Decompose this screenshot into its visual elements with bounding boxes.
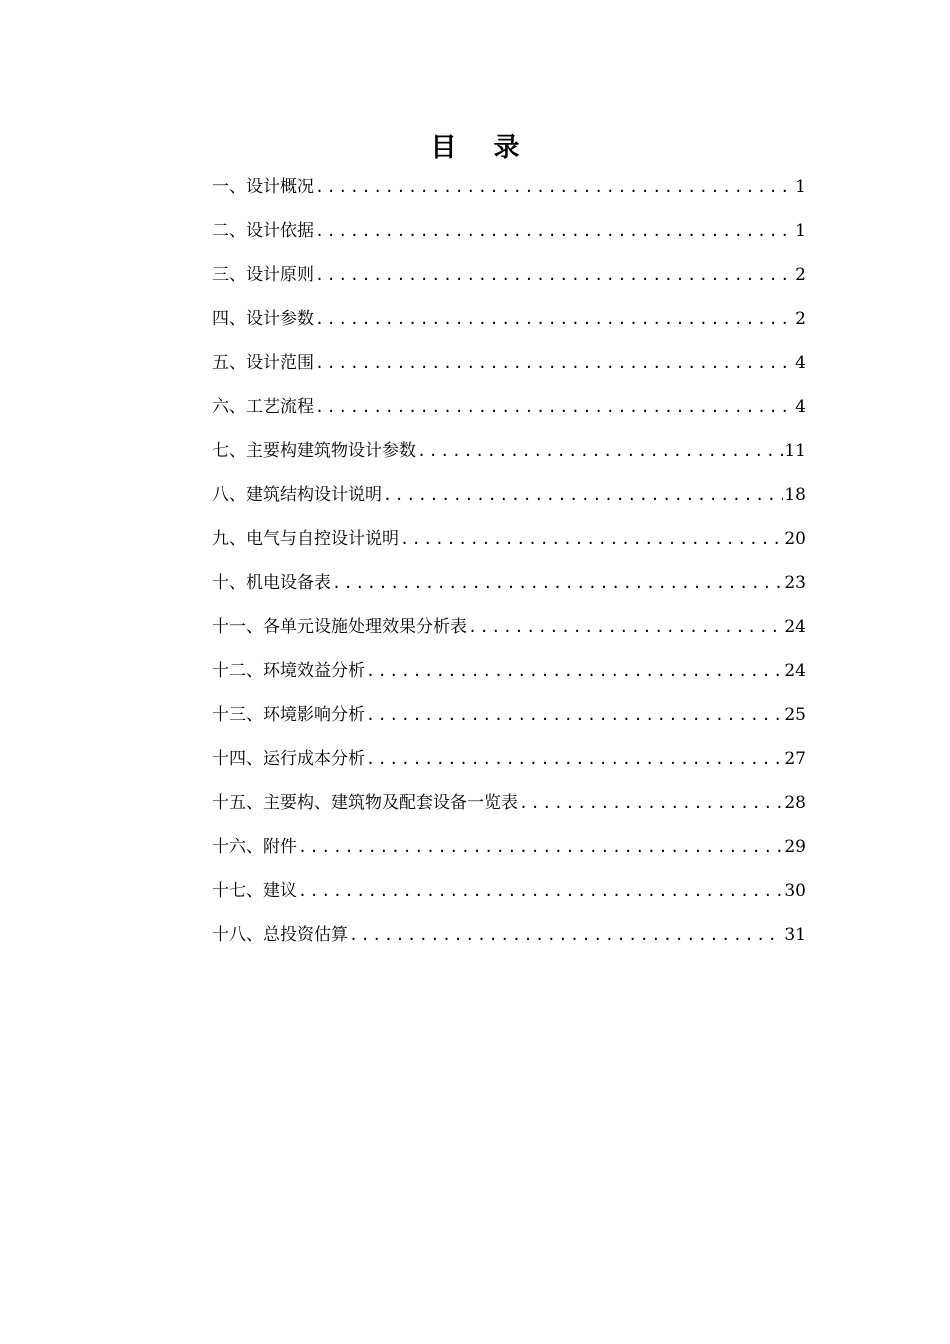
toc-entry[interactable] <box>212 566 806 610</box>
toc-leader-dots <box>383 478 783 512</box>
toc-entry-label: 十四、运行成本分析 <box>212 749 365 769</box>
toc-leader-dots <box>315 346 794 380</box>
toc-leader-dots <box>315 390 794 424</box>
toc-entry-label: 十五、主要构、建筑物及配套设备一览表 <box>212 793 518 813</box>
toc-entry-page: 23 <box>784 573 806 593</box>
toc-entry-page: 11 <box>784 441 806 461</box>
toc-entry-label: 六、工艺流程 <box>212 397 314 417</box>
toc-entry[interactable] <box>212 610 806 654</box>
toc-list <box>212 170 806 962</box>
toc-entry-page: 2 <box>795 309 806 329</box>
toc-entry[interactable] <box>212 522 806 566</box>
toc-title: 目 录 <box>430 133 534 163</box>
toc-entry[interactable] <box>212 478 806 522</box>
toc-leader-dots <box>519 786 783 820</box>
toc-entry-label: 十六、附件 <box>212 837 297 857</box>
toc-entry[interactable] <box>212 434 806 478</box>
toc-entry-label: 十三、环境影响分析 <box>212 705 365 725</box>
toc-entry-page: 24 <box>784 617 806 637</box>
toc-entry[interactable] <box>212 346 806 390</box>
toc-entry[interactable] <box>212 830 806 874</box>
toc-entry-label: 二、设计依据 <box>212 221 314 241</box>
toc-entry-page: 4 <box>795 353 806 373</box>
toc-entry-page: 31 <box>784 925 806 945</box>
toc-entry[interactable] <box>212 918 806 962</box>
toc-entry-page: 25 <box>784 705 806 725</box>
toc-entry-label: 四、设计参数 <box>212 309 314 329</box>
toc-entry-label: 十一、各单元设施处理效果分析表 <box>212 617 467 637</box>
toc-entry-page: 4 <box>795 397 806 417</box>
toc-entry-page: 29 <box>784 837 806 857</box>
toc-entry-label: 五、设计范围 <box>212 353 314 373</box>
toc-entry[interactable] <box>212 698 806 742</box>
toc-leader-dots <box>468 610 783 644</box>
toc-entry[interactable] <box>212 214 806 258</box>
toc-entry-label: 十二、环境效益分析 <box>212 661 365 681</box>
toc-entry-label: 七、主要构建筑物设计参数 <box>212 441 416 461</box>
toc-entry-label: 十七、建议 <box>212 881 297 901</box>
toc-entry-page: 24 <box>784 661 806 681</box>
toc-leader-dots <box>417 434 783 468</box>
toc-entry[interactable] <box>212 654 806 698</box>
toc-leader-dots <box>349 918 783 952</box>
toc-leader-dots <box>315 258 794 292</box>
toc-entry[interactable] <box>212 302 806 346</box>
toc-entry-page: 18 <box>784 485 806 505</box>
toc-entry-page: 2 <box>795 265 806 285</box>
toc-entry-page: 27 <box>784 749 806 769</box>
toc-entry-label: 一、设计概况 <box>212 177 314 197</box>
toc-entry[interactable] <box>212 742 806 786</box>
toc-leader-dots <box>298 830 783 864</box>
toc-entry-label: 三、设计原则 <box>212 265 314 285</box>
toc-leader-dots <box>315 170 794 204</box>
toc-entry[interactable] <box>212 390 806 434</box>
toc-entry-page: 1 <box>795 177 806 197</box>
toc-leader-dots <box>366 654 783 688</box>
toc-leader-dots <box>315 214 794 248</box>
toc-leader-dots <box>332 566 783 600</box>
toc-leader-dots <box>315 302 794 336</box>
toc-entry-page: 1 <box>795 221 806 241</box>
toc-entry[interactable] <box>212 170 806 214</box>
toc-leader-dots <box>366 698 783 732</box>
toc-entry-label: 八、建筑结构设计说明 <box>212 485 382 505</box>
toc-entry-label: 十、机电设备表 <box>212 573 331 593</box>
toc-entry[interactable] <box>212 258 806 302</box>
toc-entry-page: 28 <box>784 793 806 813</box>
toc-leader-dots <box>366 742 783 776</box>
toc-leader-dots <box>298 874 783 908</box>
toc-entry-page: 30 <box>784 881 806 901</box>
toc-entry-page: 20 <box>784 529 806 549</box>
toc-entry[interactable] <box>212 874 806 918</box>
toc-entry[interactable] <box>212 786 806 830</box>
toc-entry-label: 十八、总投资估算 <box>212 925 348 945</box>
toc-entry-label: 九、电气与自控设计说明 <box>212 529 399 549</box>
toc-leader-dots <box>400 522 783 556</box>
